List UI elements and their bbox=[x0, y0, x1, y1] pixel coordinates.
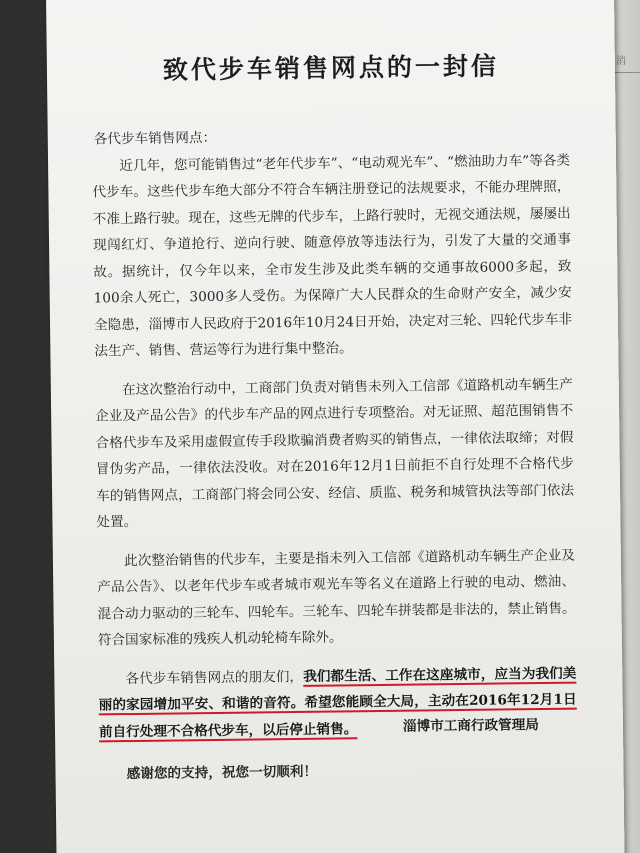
letter-page bbox=[46, 0, 625, 853]
letter-title: 致代步车销售网点的一封信 bbox=[162, 51, 500, 85]
letter-body bbox=[92, 121, 578, 788]
closing-line: 感谢您的支持，祝您一切顺利！ bbox=[126, 763, 318, 783]
paragraph-3: 此次整治销售的代步车，主要是指未列入工信部《道路机动车辆生产企业及产品公告》、以老年代步车或者城市观光车等名义在道路上行驶的电动、燃油、混合动力驱动的三轮车、四轮车。三轮车、四轮车拼装都是非法的，禁止销售。符合国家标准的残疾人机动轮椅车除外。 bbox=[97, 547, 576, 649]
signature: 淄博市工商行政管理局 bbox=[402, 717, 540, 735]
highlight-sentence-1: 我们都生活、工作在这座城市，应当为我们美丽的家园增加平安、和谐的音符。 bbox=[98, 665, 577, 714]
back-sheet-mark: 消 bbox=[616, 56, 626, 67]
salutation: 各代步车销售网点： bbox=[93, 129, 217, 148]
paragraph-4-start: 各代步车销售网点的朋友们， bbox=[125, 668, 304, 687]
paragraph-1: 近几年，您可能销售过“老年代步车”、“电动观光车”、“燃油助力车”等各类代步车。这些代步车绝大部分不符合车辆注册登记的法规要求，不能办理牌照，不准上路行驶。现在，这些无牌的代步车，上路行驶时，无视交通法规，屡屡出现闯红灯、争道抢行、逆向行驶、随意停放等违法行为，引发了大量的交通事故。据统计，仅今年以来，全市发生涉及此类车辆的交通事故6000多起，致100余人死亡，3000多人受伤。为保障广大人民群众的生命财产安全，减少安全隐患，淄博市人民政府于2016年10月24日开始，决定对三轮、四轮代步车非法生产、销售、营运等行为进行集中整治。 bbox=[92, 152, 573, 360]
highlight-sentence-2: 希望您能顾全大局，主动在2016年12月1日前自行处理不合格代步车，以后停止销售。 bbox=[98, 691, 577, 740]
paragraph-2: 在这次整治行动中，工商部门负责对销售未列入工信部《道路机动车辆生产企业及产品公告》的代步车产品的网点进行专项整治。对无证照、超范围销售不合格代步车及采用虚假宣传手段欺骗消费者购买的销售点，一律依法取缔；对假冒伪劣产品，一律依法没收。对在2016年12月1日前拒不自行处理不合格代步车的销售网点，工商部门将会同公安、经信、质监、税务和城管执法等部门依法处置。 bbox=[95, 376, 575, 531]
